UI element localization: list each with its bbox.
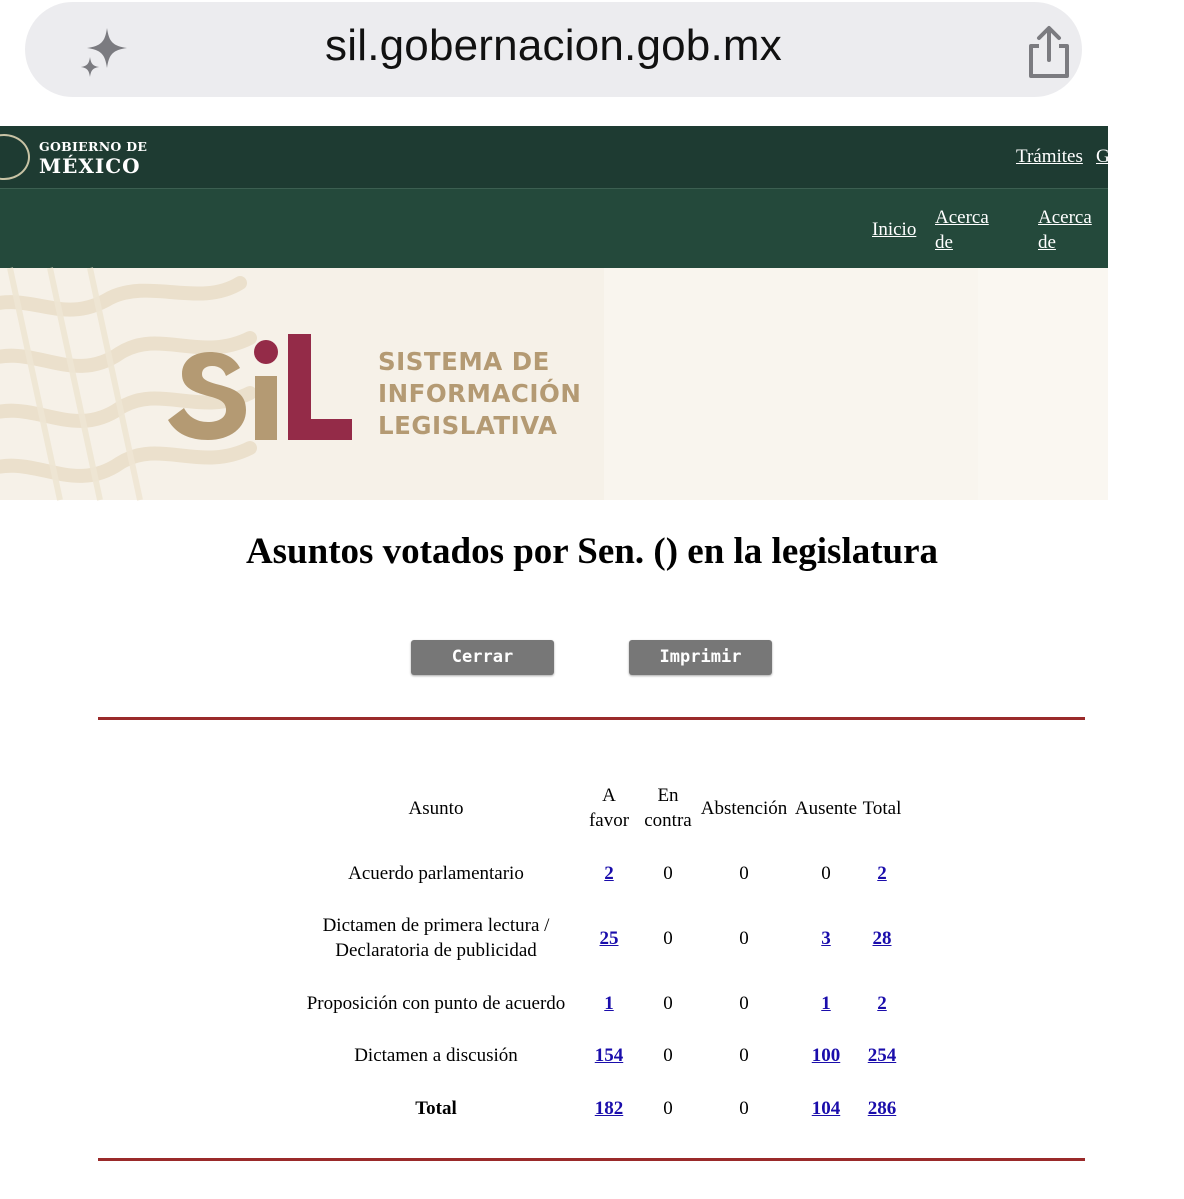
header-abstencion: Abstención <box>700 797 788 819</box>
row-favor-cell <box>576 908 642 968</box>
nav-acerca-de-1[interactable] <box>935 205 989 255</box>
row-asunto-line2: Declaratoria de publicidad <box>335 940 537 961</box>
sil-text-line1: SISTEMA DE <box>378 347 550 376</box>
site-nav <box>0 188 1108 268</box>
coat-of-arms-icon <box>0 134 30 180</box>
row-total-cell <box>858 838 906 908</box>
divider-top <box>98 717 1085 720</box>
row-favor-link[interactable]: 182 <box>594 1097 624 1119</box>
row-total-link[interactable]: 254 <box>867 1045 897 1066</box>
row-asunto: Acuerdo parlamentario <box>348 862 524 884</box>
close-button[interactable]: Cerrar <box>411 640 554 675</box>
row-ausente-cell <box>794 1038 858 1073</box>
table-total-row <box>296 1073 906 1143</box>
nav-inicio[interactable]: Inicio <box>872 219 917 240</box>
row-contra: 0 <box>663 1097 673 1119</box>
header-en-contra-line2: contra <box>644 810 692 831</box>
header-a-favor-line1: A <box>602 785 616 806</box>
gobierno-link[interactable]: G <box>1096 146 1110 167</box>
row-ausente-link[interactable]: 104 <box>811 1097 841 1119</box>
header-asunto: Asunto <box>408 797 464 819</box>
header-total: Total <box>862 797 902 819</box>
nav-acerca-de-2-line2: de <box>1038 232 1056 253</box>
sil-text-line2: INFORMACIÓN <box>378 379 582 408</box>
header-a-favor <box>576 778 642 838</box>
row-asunto-line1: Dictamen de primera lectura / <box>322 915 550 936</box>
row-total-link[interactable]: 28 <box>872 927 892 949</box>
nav-acerca-de-2[interactable] <box>1038 205 1092 255</box>
nav-acerca-de-2-line1: Acerca <box>1038 207 1092 228</box>
row-ausente-cell <box>794 908 858 968</box>
nav-acerca-de-1-line2: de <box>935 232 953 253</box>
row-total-link[interactable]: 2 <box>877 992 887 1014</box>
gov-top-bar <box>0 126 1108 188</box>
row-abstencion: 0 <box>739 927 749 949</box>
row-ausente-link[interactable]: 1 <box>821 992 831 1014</box>
row-ausente-cell <box>794 1073 858 1143</box>
table-row <box>296 968 906 1038</box>
row-favor-cell <box>576 968 642 1038</box>
header-en-contra <box>642 778 694 838</box>
gov-logo-line2[interactable]: MÉXICO <box>39 154 141 178</box>
sil-wordmark <box>378 346 581 442</box>
row-abstencion: 0 <box>739 1045 749 1066</box>
header-ausente: Ausente <box>794 797 858 819</box>
row-total-cell <box>858 968 906 1038</box>
url-text[interactable]: sil.gobernacion.gob.mx <box>325 21 782 70</box>
row-asunto: Proposición con punto de acuerdo <box>306 992 566 1014</box>
table-row <box>296 1038 906 1073</box>
row-contra: 0 <box>663 927 673 949</box>
browser-chrome <box>0 0 1108 126</box>
row-total-link[interactable]: 286 <box>867 1097 897 1119</box>
row-asunto: Dictamen a discusión <box>354 1045 518 1066</box>
sil-logo-icon[interactable] <box>160 326 360 446</box>
tramites-link[interactable]: Trámites <box>1016 146 1083 167</box>
row-favor-cell <box>576 838 642 908</box>
row-ausente: 0 <box>821 862 831 884</box>
row-favor-link[interactable]: 2 <box>604 862 614 884</box>
row-abstencion: 0 <box>739 862 749 884</box>
row-favor-link[interactable]: 1 <box>604 992 614 1014</box>
share-icon[interactable] <box>1023 24 1075 80</box>
row-favor-cell <box>576 1073 642 1143</box>
row-asunto <box>296 908 576 968</box>
print-button[interactable]: Imprimir <box>629 640 772 675</box>
row-total-link[interactable]: 2 <box>877 862 887 884</box>
nav-acerca-de-1-line1: Acerca <box>935 207 989 228</box>
row-contra: 0 <box>663 862 673 884</box>
row-ausente-link[interactable]: 3 <box>821 927 831 949</box>
header-a-favor-line2: favor <box>588 810 630 831</box>
divider-bottom <box>98 1158 1085 1161</box>
row-total-cell <box>858 908 906 968</box>
votes-table <box>296 778 906 1143</box>
row-abstencion: 0 <box>739 1097 749 1119</box>
gov-logo-line1: GOBIERNO DE <box>39 139 148 154</box>
row-abstencion: 0 <box>739 992 749 1014</box>
row-favor-link[interactable]: 25 <box>599 927 619 949</box>
row-contra: 0 <box>663 992 673 1014</box>
row-asunto: Total <box>415 1097 457 1119</box>
table-row <box>296 838 906 908</box>
row-total-cell <box>858 1038 906 1073</box>
row-favor-cell <box>576 1038 642 1073</box>
page-title: Asuntos votados por Sen. () en la legislatura <box>245 531 939 572</box>
row-contra: 0 <box>663 1045 673 1066</box>
row-ausente-link[interactable]: 100 <box>811 1045 841 1066</box>
header-en-contra-line1: En <box>657 785 679 806</box>
sil-text-line3: LEGISLATIVA <box>378 411 558 440</box>
table-row <box>296 908 906 968</box>
table-header-row <box>296 778 906 838</box>
row-favor-link[interactable]: 154 <box>594 1045 624 1066</box>
address-bar[interactable] <box>25 2 1082 97</box>
row-ausente-cell <box>794 968 858 1038</box>
row-total-cell <box>858 1073 906 1143</box>
